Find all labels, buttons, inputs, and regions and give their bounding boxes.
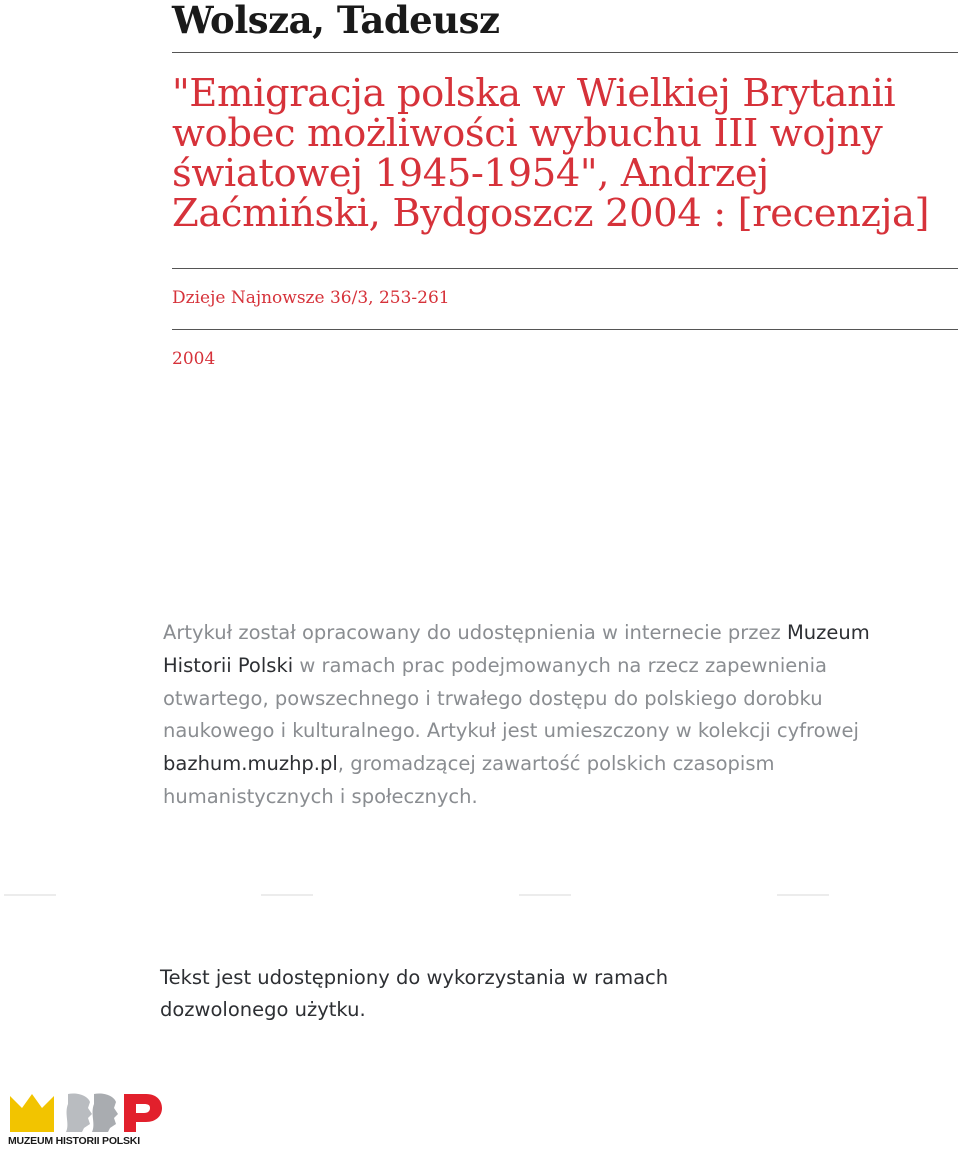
separator-dashes (0, 894, 960, 898)
article-title: "Emigracja polska w Wielkiej Brytanii wobec możliwości wybuchu III wojny światowej 1945-1954", Andrzej Zaćmiński, Bydgoszcz 2004 : [recenzja] (172, 71, 930, 236)
divider-middle (172, 268, 958, 269)
museum-logo-mark (8, 1090, 168, 1134)
museum-logo (8, 1090, 168, 1150)
usage-note: Tekst jest udostępniony do wykorzystania w ramach dozwolonego użytku. (160, 966, 669, 1021)
separator-dash (777, 894, 829, 896)
access-statement-intro: Artykuł został opracowany do udostępnienia w internecie przez (163, 621, 781, 644)
profile-icon (66, 1093, 92, 1132)
letter-p-icon (124, 1094, 162, 1132)
separator-dash (519, 894, 571, 896)
access-statement-body: w ramach prac podejmowanych na rzecz zapewnienia otwartego, powszechnego i trwałego dostępu do polskiego dorobku naukowego i kulturalnego. Artykuł jest umieszczony w kolekcji cyfrowej (163, 653, 859, 743)
divider-bottom (172, 329, 958, 330)
divider-top (172, 52, 958, 53)
access-statement-end: , gromadzącej zawartość polskich czasopism humanistycznych i społecznych. (163, 752, 775, 808)
author-name: Wolsza, Tadeusz (172, 0, 500, 42)
profile-icon (92, 1093, 118, 1132)
crown-icon (10, 1094, 54, 1132)
separator-dash (4, 894, 56, 896)
journal-citation: Dzieje Najnowsze 36/3, 253-261 (172, 288, 450, 308)
publication-year: 2004 (172, 349, 216, 369)
logo-caption: MUZEUM HISTORII POLSKI (8, 1135, 140, 1147)
separator-dash (261, 894, 313, 896)
collection-link[interactable]: bazhum.muzhp.pl (163, 752, 338, 776)
access-statement (163, 617, 933, 814)
institution-name: Muzeum Historii Polski (163, 621, 870, 677)
